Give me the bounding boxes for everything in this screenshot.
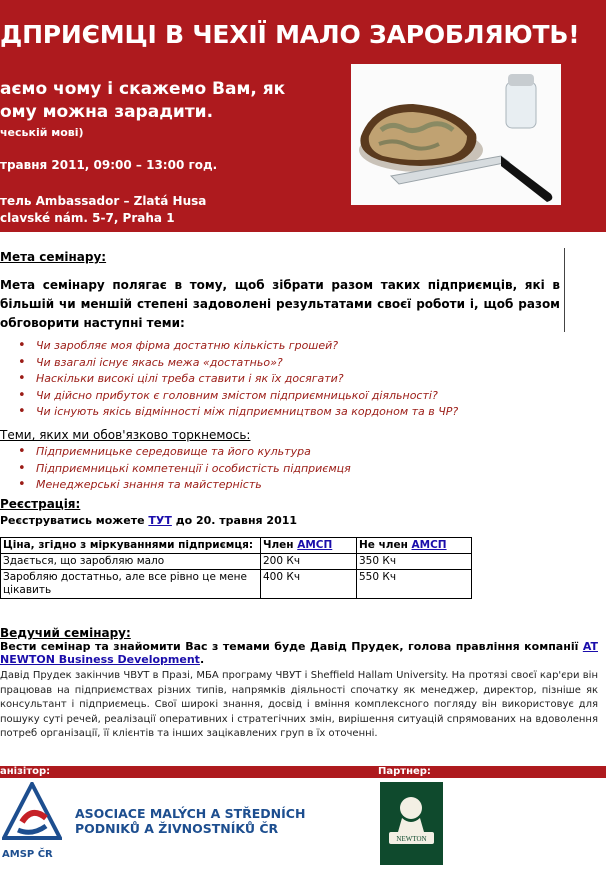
price-table <box>0 537 472 599</box>
banner-subtitle <box>0 78 285 124</box>
divider-line <box>564 248 565 332</box>
amsp-name-line2: PODNIKŮ A ŽIVNOSTNÍKŮ ČR <box>75 821 279 836</box>
banner-subtitle-line2: ому можна зарадити. <box>0 102 214 122</box>
partner-label: Партнер: <box>378 766 431 777</box>
amsp-link[interactable]: АМСП <box>411 539 447 551</box>
header-cell: Ціна, згідно з міркуваннями підприємця: <box>1 538 261 554</box>
header-cell <box>357 538 472 554</box>
list-item: • Чи дійсно прибуток є головним змістом підприємницької діяльності? <box>0 388 458 405</box>
list-item: • Наскільки високі цілі треба ставити і як їх досягати? <box>0 371 458 388</box>
header-nonmember-prefix: Не член <box>359 539 412 551</box>
list-item: • Чи існують якісь відмінності між підприємництвом за кордоном та в ЧР? <box>0 404 458 421</box>
amsp-caption: AMSP ČR <box>2 849 53 860</box>
company-link[interactable]: AT NEWTON Business Development <box>0 640 598 666</box>
header-cell <box>261 538 357 554</box>
list-item: • Менеджерські знання та майстерність <box>0 477 351 494</box>
event-date: травня 2011, 09:00 – 13:00 год. <box>0 158 218 172</box>
list-item: • Підприємницьке середовище та його культура <box>0 444 351 461</box>
amsp-logo-icon <box>2 782 62 846</box>
lecturer-intro <box>0 640 598 666</box>
venue-line2: clavské nám. 5-7, Praha 1 <box>0 211 175 225</box>
page-title: ДПРИЄМЦІ В ЧЕХІЇ МАЛО ЗАРОБЛЯЮТЬ! <box>0 20 580 49</box>
lecturer-bio: Давід Прудек закінчив ЧВУТ в Празі, МБА програму ЧВУТ і Sheffield Hallam University. На протязі своєї кар'єри він працював на підприємствах різних типів, напрямків діяльності спочатку як менеджер, директор, пізніше як консультант і підприємець. Свої широкі знання, досвід і вміння комплексного погляду він використовує для пошуку суті речей, реалізації оперативних і стратегічних змін, вирішення ситуацій спрямованих на вдоволення потреб організації, її клієнтів та інших зацікавлених груп в їх оточенні. <box>0 670 598 739</box>
registration-text-after: до 20. травня 2011 <box>171 514 298 527</box>
newton-logo-text: NEWTON <box>396 835 427 843</box>
goal-text: Мета семінару полягає в тому, щоб зібрати разом таких підприємців, які в більшій чи меншій степені задоволені результатами своєї роботи і, щоб разом обговорити наступні теми: <box>0 278 560 330</box>
goal-questions-list <box>0 338 458 421</box>
table-cell: 400 Кч <box>261 570 357 599</box>
topics-heading: Теми, яких ми обов'язково торкнемось: <box>0 428 251 442</box>
event-venue <box>0 193 206 227</box>
amsp-link[interactable]: АМСП <box>297 539 333 551</box>
header-banner <box>0 0 606 232</box>
list-item: • Чи заробляє моя фірма достатню кількість грошей? <box>0 338 458 355</box>
registration-text-before: Реєструватись можете <box>0 514 149 527</box>
table-cell: 550 Кч <box>357 570 472 599</box>
header-member-prefix: Член <box>263 539 298 551</box>
footer-bar <box>0 766 606 778</box>
table-row <box>1 570 472 599</box>
table-cell: Здається, що заробляю мало <box>1 554 261 570</box>
list-item: • Чи взагалі існує якась межа «достатньо»? <box>0 355 458 372</box>
lecturer-heading: Ведучий семінару: <box>0 626 131 640</box>
lecturer-intro-end: . <box>199 653 205 666</box>
organizer-label: анізітор: <box>0 766 51 777</box>
table-row <box>1 554 472 570</box>
registration-link[interactable]: ТУТ <box>148 514 172 527</box>
table-cell: 350 Кч <box>357 554 472 570</box>
lecturer-intro-text: Вести семінар та знайомити Вас з темами буде Давід Прудек, голова правління компанії <box>0 640 583 653</box>
table-cell: Заробляю достатньо, але все рівно це мене цікавить <box>1 570 261 599</box>
language-note: чеській мові) <box>0 126 84 139</box>
table-cell: 200 Кч <box>261 554 357 570</box>
banner-subtitle-line1: аємо чому і скажемо Вам, як <box>0 79 286 99</box>
topics-list <box>0 444 351 494</box>
goal-heading: Мета семінару: <box>0 250 107 264</box>
venue-line1: тель Ambassador – Zlatá Husa <box>0 194 207 208</box>
bread-knife-photo <box>351 64 561 205</box>
table-header-row <box>1 538 472 554</box>
list-item: • Підприємницькі компетенції і особистість підприємця <box>0 461 351 478</box>
amsp-name <box>75 806 305 836</box>
registration-text <box>0 514 297 527</box>
amsp-name-line1: ASOCIACE MALÝCH A STŘEDNÍCH <box>75 806 306 821</box>
newton-logo-icon <box>380 782 443 865</box>
registration-heading: Реєстрація: <box>0 497 81 511</box>
